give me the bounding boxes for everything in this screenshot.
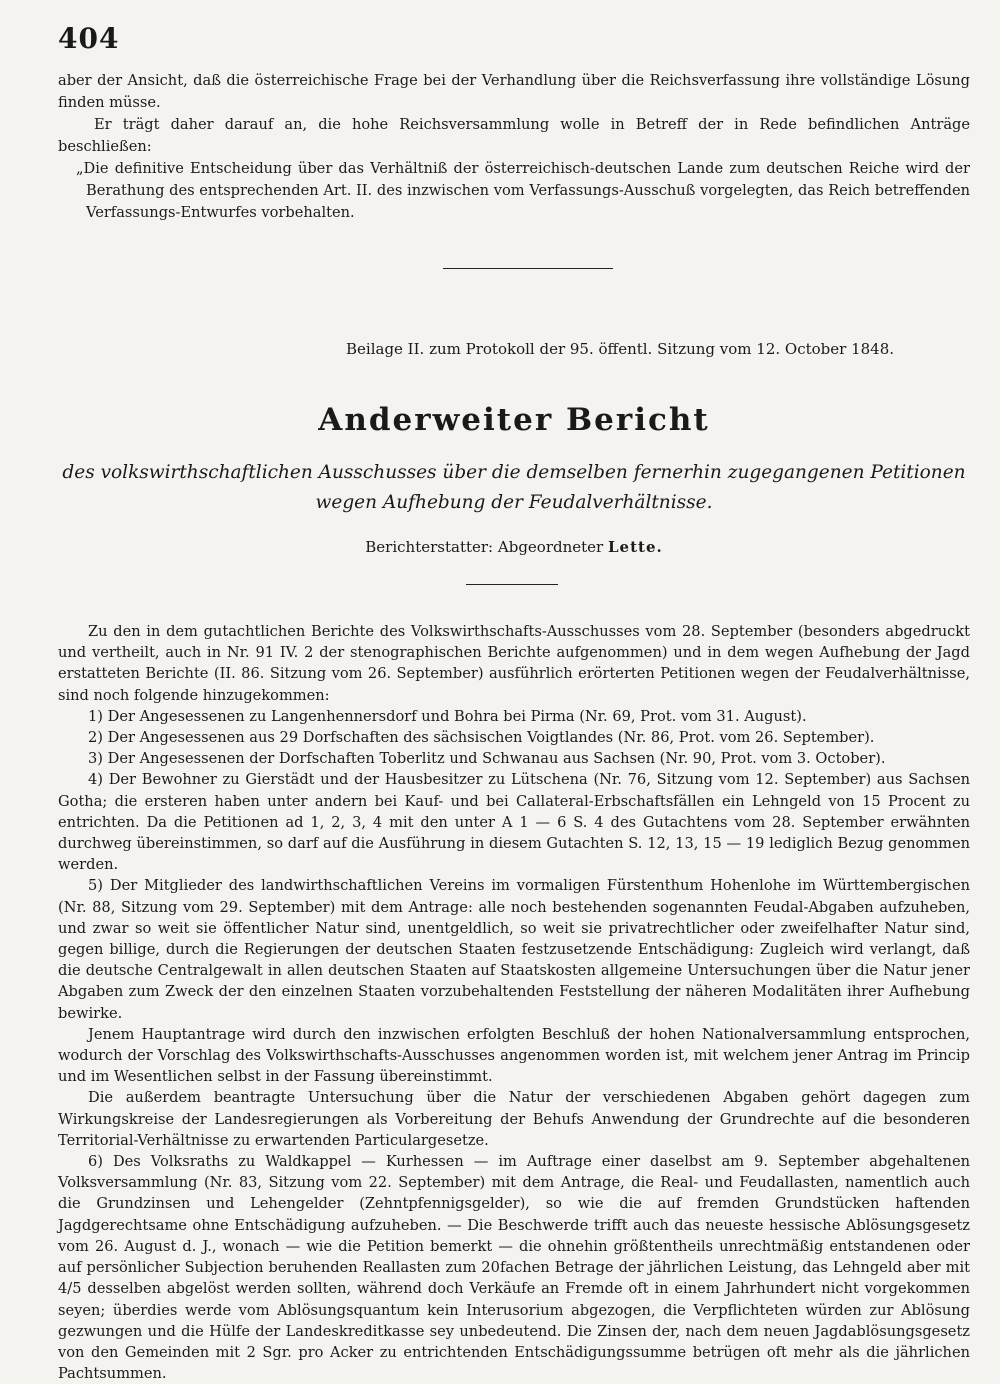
paragraph: aber der Ansicht, daß die österreichische Frage bei der Verhandlung über die Reichsverfassung ihre vollständige Lösung finden müsse. bbox=[58, 72, 970, 111]
report-subtitle bbox=[58, 458, 970, 518]
petition-item: 1) Der Angesessenen zu Langenhennersdorf und Bohra bei Pirma (Nr. 69, Prot. vom 31. August). bbox=[88, 707, 807, 725]
subtitle-line: des volkswirthschaftlichen Ausschusses über die demselben fernerhin zugegangenen Petitionen bbox=[62, 462, 966, 483]
subtitle-line: wegen Aufhebung der Feudalverhältnisse. bbox=[315, 492, 713, 513]
document-page bbox=[58, 22, 970, 1383]
petition-item: 3) Der Angesessenen der Dorfschaften Toberlitz und Schwanau aus Sachsen (Nr. 90, Prot. vom 3. October). bbox=[88, 750, 886, 768]
petition-item: 6) Des Volksraths zu Waldkappel — Kurhessen — im Auftrage einer daselbst am 9. September abgehaltenen Volksversammlung (Nr. 83, Sitzung vom 22. September) mit dem Antrage, die Real- und Feudallasten, namentlich auch die Grundzinsen und Lehengelder (Zehntpfennigsgelder), so wie die auf fremden Grundstücken haftenden Jagdgerechtsame ohne Entschädigung aufzuheben. — Die Beschwerde trifft auch das neueste hessische Ablösungsgesetz vom 26. August d. J., wonach — wie die Petition bemerkt — die ohnehin größtentheils unrechtmäßig entstandenen oder auf persönlicher Subjection beruhenden Reallasten zum 20fachen Betrage der jährlichen Leistung, das Lehngeld aber mit 4/5 desselben abgelöst werden sollten, während doch Verkäufe an Fremde oft in einem Jahrhundert nicht vorgekommen seyen; überdies werde vom Ablösungsquantum kein Interusorium abgezogen, die Verpflichteten würden zur Ablösung gezwungen und die Hülfe der Landeskreditkasse sey unbedeutend. Die Zinsen der, nach dem neuen Jagdablösungsgesetz von den Gemeinden mit 2 Sgr. pro Acker zu entrichtenden Entschädigungssumme betrügen oft mehr als die jährlichen Pachtsummen. bbox=[58, 1153, 970, 1383]
report-body bbox=[58, 621, 970, 1384]
previous-report-conclusion bbox=[58, 70, 970, 224]
report-title: Anderweiter Bericht bbox=[318, 402, 710, 438]
paragraph: Zu den in dem gutachtlichen Berichte des Volkswirthschafts-Ausschusses vom 28. September (besonders abgedruckt und vertheilt, auch in Nr. 91 IV. 2 der stenographischen Berichte aufgenommen) und in dem wegen Aufhebung der Jagd erstatteten Berichte (II. 86. Sitzung vom 26. September) ausführlich erörterten Petitionen wegen der Feudalverhältnisse, sind noch folgende hinzugekommen: bbox=[58, 623, 970, 704]
reporter-line bbox=[58, 535, 970, 559]
petition-item: 5) Der Mitglieder des landwirthschaftlichen Vereins im vormaligen Fürstenthum Hohenlohe im Württembergischen (Nr. 88, Sitzung vom 29. September) mit dem Antrage: alle noch bestehenden sogenannten Feudal-Abgaben aufzuheben, und zwar so weit sie öffentlicher Natur sind, unentgeldlich, so weit sie privatrechtlicher oder zweifelhafter Natur sind, gegen billige, durch die Regierungen der deutschen Staaten festzusetzende Entschädigung: Zugleich wird verlangt, daß die deutsche Centralgewalt in allen deutschen Staaten auf Staatskosten allgemeine Untersuchungen über die Natur jener Abgaben zum Zweck der den einzelnen Staaten vorzubehaltenden Feststellung der näheren Modalitäten ihrer Aufhebung bewirke. bbox=[58, 877, 970, 1022]
reporter-name: Lette. bbox=[608, 538, 663, 556]
petition-item: 2) Der Angesessenen aus 29 Dorfschaften des sächsischen Voigtlandes (Nr. 86, Prot. vom 26. September). bbox=[88, 729, 875, 747]
paragraph: Die außerdem beantragte Untersuchung über die Natur der verschiedenen Abgaben gehört dagegen zum Wirkungskreise der Landesregierungen als Vorbereitung der Behufs Anwendung der Grundrechte auf die besonderen Territorial-Verhältnisse zu erwartenden Particulargesetze. bbox=[58, 1089, 970, 1149]
page-number: 404 bbox=[58, 22, 120, 55]
title-divider bbox=[466, 584, 558, 585]
paragraph: Jenem Hauptantrage wird durch den inzwischen erfolgten Beschluß der hohen Nationalversammlung entsprochen, wodurch der Vorschlag des Volkswirthschafts-Ausschusses angenommen worden ist, mit welchem jener Antrag im Princip und im Wesentlichen selbst in der Fassung übereinstimmt. bbox=[58, 1025, 970, 1086]
reporter-label: Berichterstatter: Abgeordneter bbox=[365, 538, 604, 556]
supplement-heading: Beilage II. zum Protokoll der 95. öffentl. Sitzung vom 12. October 1848. bbox=[346, 340, 895, 358]
paragraph: Er trägt daher darauf an, die hohe Reichsversammlung wolle in Betreff der in Rede befindlichen Anträge beschließen: bbox=[58, 116, 970, 155]
section-divider bbox=[443, 268, 613, 269]
petition-item: 4) Der Bewohner zu Gierstädt und der Hausbesitzer zu Lütschena (Nr. 76, Sitzung vom 12. September) aus Sachsen Gotha; die ersteren haben unter andern bei Kauf- und bei Callateral-Erbschaftsfällen ein Lehngeld von 15 Procent zu entrichten. Da die Petitionen ad 1, 2, 3, 4 mit den unter A 1 — 6 S. 4 des Gutachtens vom 28. September erwähnten durchweg übereinstimmen, so darf auf die Ausführung in diesem Gutachten S. 12, 13, 15 — 19 lediglich Bezug genommen werden. bbox=[58, 771, 970, 874]
motion-quote: „Die definitive Entscheidung über das Verhältniß der österreichisch-deutschen Lande zum deutschen Reiche wird der Berathung des entsprechenden Art. II. des inzwischen vom Verfassungs-Ausschuß vorgelegten, das Reich betreffenden Verfassungs-Entwurfes vorbehalten. bbox=[76, 160, 970, 221]
